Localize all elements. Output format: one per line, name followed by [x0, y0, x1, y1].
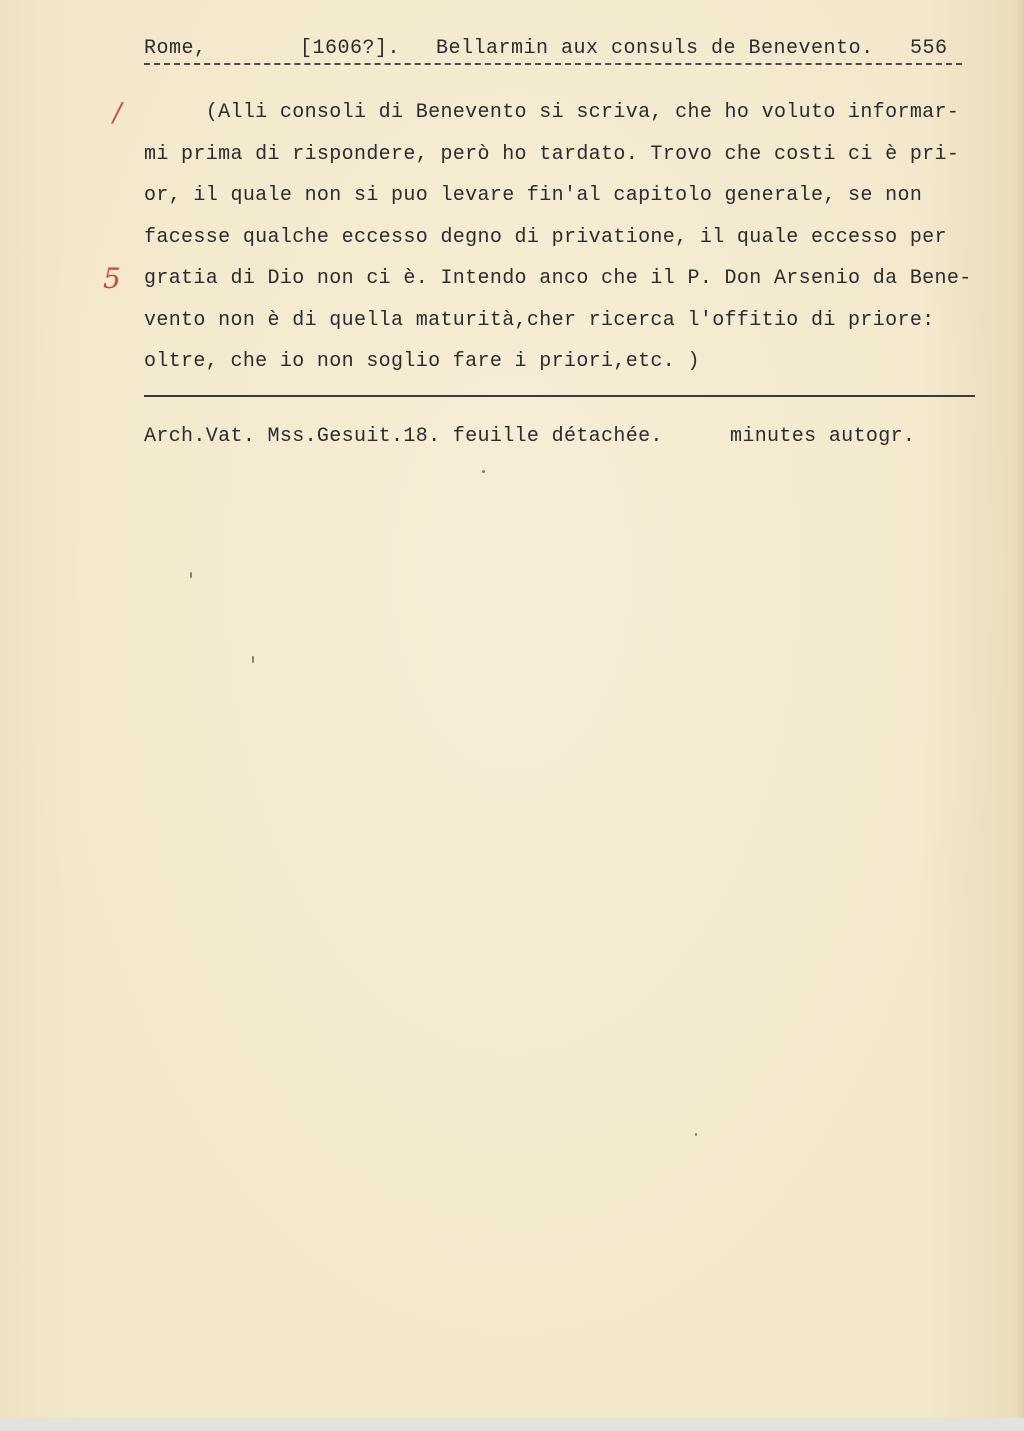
body-line-1: (Alli consoli di Benevento si scriva, che ho voluto informar- — [144, 101, 960, 124]
header-page-number: 556 — [910, 37, 948, 60]
body-line-7: oltre, che io non soglio fare i priori,etc. ) — [144, 350, 700, 373]
header-date: [1606?]. — [300, 37, 401, 60]
body-line-3: or, il quale non si puo levare fin'al capitolo generale, se non — [144, 184, 923, 207]
source-note: minutes autogr. — [730, 425, 916, 448]
body-line-4: facesse qualche eccesso degno di privatione, il quale eccesso per — [144, 225, 947, 249]
header-underline — [144, 63, 962, 65]
body-line-2: mi prima di rispondere, però ho tardato. Trovo che costi ci è pri- — [144, 142, 960, 166]
source-citation — [144, 423, 944, 451]
margin-slash-mark: / — [113, 98, 122, 128]
header-place: Rome, — [144, 37, 207, 60]
paper-speck — [190, 572, 192, 578]
margin-number-mark: 5 — [103, 262, 121, 295]
page-bottom-edge — [0, 1418, 1024, 1431]
source-reference: Arch.Vat. Mss.Gesuit.18. feuille détachée. — [144, 425, 663, 448]
paper-speck — [482, 470, 485, 473]
header-title: Bellarmin aux consuls de Benevento. — [436, 37, 874, 60]
section-divider — [144, 395, 975, 397]
paper-speck — [252, 656, 254, 663]
document-header — [144, 34, 962, 64]
body-line-5: gratia di Dio non ci è. Intendo anco che il P. Don Arsenio da Bene- — [144, 267, 972, 290]
page-right-edge — [1016, 0, 1024, 1431]
body-line-6: vento non è di quella maturità,cher ricerca l'offitio di priore: — [144, 308, 935, 332]
letter-body — [144, 92, 994, 383]
paper-speck — [695, 1133, 697, 1136]
